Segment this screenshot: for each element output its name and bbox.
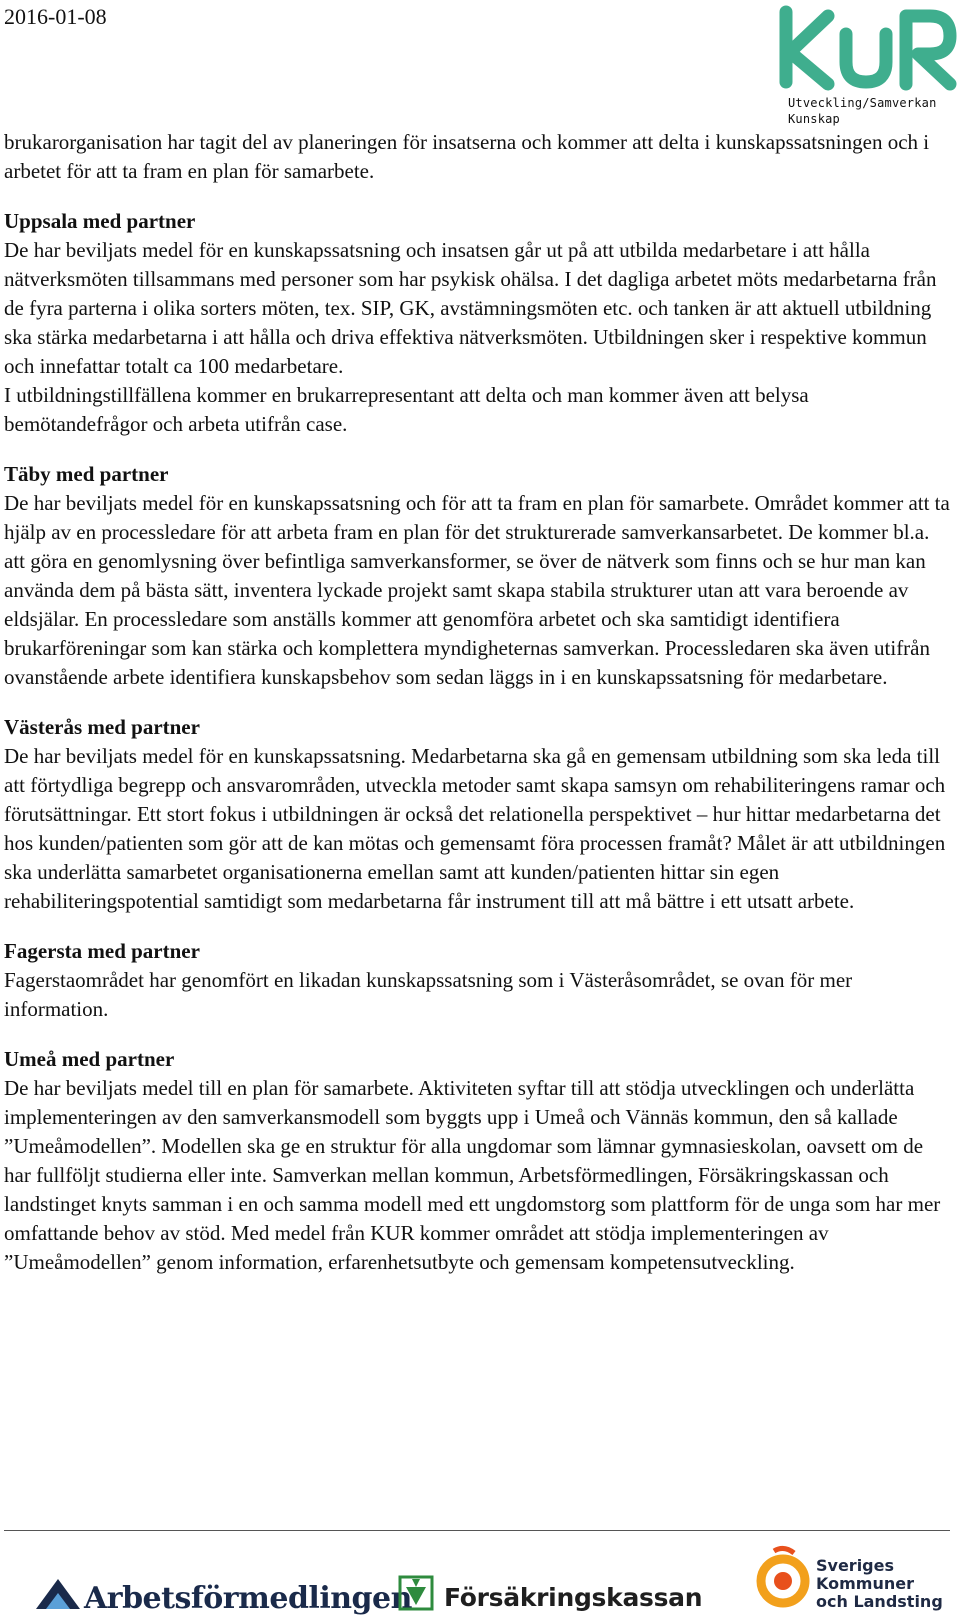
section-paragraph: De har beviljats medel för en kunskapssatsning och för att ta fram en plan för samarbete. Området kommer att ta hjälp av en processledare för att arbeta fram en plan för det strukturerade samverkansarbetet. De kommer bl.a. att göra en genomlysning över befintliga samverkansformer, se över de nätverk som finns och se hur man kan använda dem på bästa sätt, inventera lyckade projekt samt skapa stabila strukturer utan att vara beroende av eldsjälar. En processledare som anställs kommer att genomföra arbetet och ska samtidigt identifiera brukarföreningar som kan stärka och komplettera myndigheternas samverkan. Processledaren ska även utifrån ovanstående arbete identifiera kunskapsbehov som sedan läggs in i en kunskapssatsning för medarbetare. — [4, 491, 950, 689]
skl-logo — [756, 1545, 956, 1615]
section-vasteras — [4, 713, 954, 916]
section-taby — [4, 460, 954, 692]
document-body — [4, 128, 954, 1277]
section-title: Umeå med partner — [4, 1047, 175, 1071]
kur-logo-letters — [778, 0, 958, 96]
section-uppsala — [4, 207, 954, 439]
skl-name-line: Kommuner — [816, 1574, 914, 1593]
arbetsformedlingen-mark-icon — [34, 1575, 82, 1615]
section-paragraph: De har beviljats medel för en kunskapssatsning. Medarbetarna ska gå en gemensam utbildning som ska leda till att förtydliga begrepp och ansvarområden, utveckla metoder samt skapa samsyn om rehabiliteringens ramar och förutsättningar. Ett stort fokus i utbildningen är också det relationella perspektivet – hur hittar medarbetarna det hos kunden/patienten som gör att de kan mötas och gemensamt föra processen framåt? Målet är att utbildningen ska underlätta samarbetet organisationerna emellan samt att kunden/patienten hittar sin egen rehabiliteringspotential samtidigt som medarbetarna får instrument till att må bättre i ett utsatt arbete. — [4, 744, 946, 913]
section-fagersta — [4, 937, 954, 1024]
section-title: Täby med partner — [4, 462, 169, 486]
kur-logo — [778, 0, 958, 130]
section-paragraph: De har beviljats medel till en plan för samarbete. Aktiviteten syftar till att stödja utvecklingen och underlätta implementeringen av den samverkansmodell som byggts upp i Umeå och Vännäs kommun, den så kallade ”Umeåmodellen”. Modellen ska ge en struktur för alla ungdomar som lämnar gymnasieskolan, oavsett om de har fullföljt studierna eller inte. Samverkan mellan kommun, Arbetsförmedlingen, Försäkringskassan och landstinget knyts samman i en och samma modell med ett ungdomstorg som plattform för de unga som har mer omfattande behov av stöd. Med medel från KUR kommer området att stödja implementeringen av ”Umeåmodellen” genom information, erfarenhetsutbyte och gemensam kompetensutveckling. — [4, 1076, 941, 1274]
document-date: 2016-01-08 — [4, 4, 107, 29]
kur-subtitle-line1: Utveckling/Samverkan — [788, 96, 937, 110]
section-paragraph: De har beviljats medel för en kunskapssatsning och insatsen går ut på att utbilda medarbetare i att hålla nätverksmöten tillsammans med personer som har psykisk ohälsa. I det dagliga arbetet möts medarbetarna från de fyra parterna i olika sorters möten, tex. SIP, GK, avstämningsmöten etc. och tanken är att aktuell utbildning ska stärka medarbetarna i att hålla och driva effektiva nätverksmöten. Utbildningen sker i respektive kommun och innefattar totalt ca 100 medarbetare. — [4, 238, 937, 378]
section-title: Uppsala med partner — [4, 209, 196, 233]
section-paragraph: Fagerstaområdet har genomfört en likadan kunskapssatsning som i Västeråsområdet, se ovan för mer information. — [4, 968, 853, 1021]
forsakringskassan-mark-icon — [398, 1575, 434, 1611]
arbetsformedlingen-logo — [34, 1545, 412, 1616]
forsakringskassan-logo — [398, 1545, 703, 1615]
section-title: Västerås med partner — [4, 715, 200, 739]
footer-divider — [4, 1530, 950, 1531]
skl-name-line: och Landsting — [816, 1592, 943, 1611]
arbetsformedlingen-name: Arbetsförmedlingen — [84, 1581, 412, 1616]
section-title: Fagersta med partner — [4, 939, 200, 963]
intro-paragraph: brukarorganisation har tagit del av planeringen för insatserna och kommer att delta i kunskapssatsningen och i arbetet för att ta fram en plan för samarbete. — [4, 130, 930, 183]
skl-name-line: Sveriges — [816, 1556, 895, 1575]
forsakringskassan-name: Försäkringskassan — [444, 1583, 703, 1612]
section-umea — [4, 1045, 954, 1277]
skl-name — [816, 1557, 943, 1611]
kur-subtitle-line2: Kunskap — [788, 112, 840, 126]
skl-mark-icon — [756, 1545, 810, 1613]
section-paragraph: I utbildningstillfällena kommer en brukarrepresentant att delta och man kommer även att belysa bemötandefrågor och arbeta utifrån case. — [4, 383, 809, 436]
kur-logo-subtitle — [788, 95, 937, 127]
